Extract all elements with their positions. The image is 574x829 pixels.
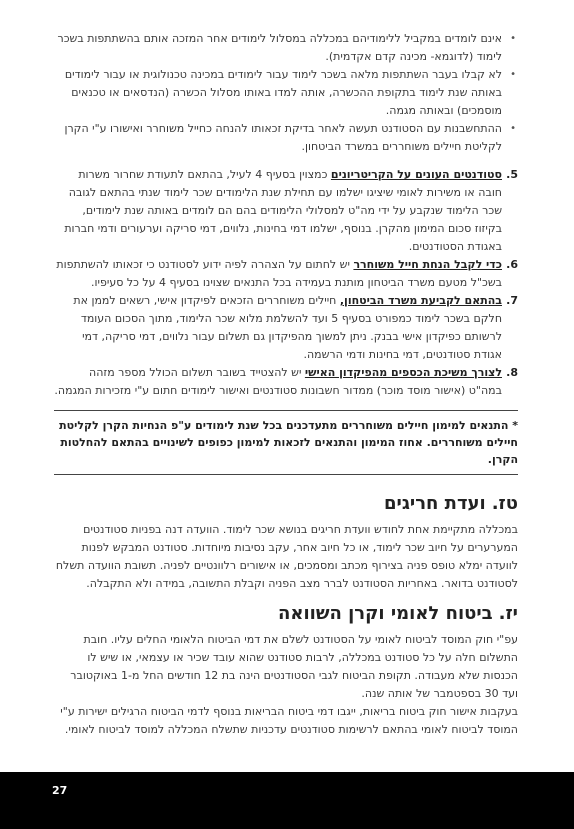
page-footer xyxy=(0,772,574,829)
item-number: 5. xyxy=(506,168,518,181)
section-paragraph: עפ"י חוק המוסד לביטוח לאומי על הסטודנט לשלם את דמי הביטוח הלאומי החלים עליו. חובת התשלום חלה על כל סטודנט במכללה, לרבות סטודנט שהוא עובד שכיר או עצמאי, או שיש לו הכנסות שלא מעבודה. תקופת הביטוח לגבי הסטודנטים הינה בת 12 חודשים החל מ-1 באוקטובר ועד 30 בספטמבר של אותה שנה. xyxy=(70,633,518,700)
item-lead: לצורך משיכת הכספים מהפיקדון האישי xyxy=(304,366,502,379)
item-number: 8. xyxy=(506,366,518,379)
numbered-list xyxy=(54,166,518,400)
section-index: יז. xyxy=(498,603,518,624)
numbered-item xyxy=(54,292,518,364)
page-content xyxy=(54,30,518,739)
section-title xyxy=(54,493,518,515)
item-text: יש לחתום על הצהרה לפיה ידוע לסטודנט כי זכאותו להשתתפות בשכ"ל מטעם משרד הביטחון מותנת בעמידה בכל התנאים שצוינו בסעיף 4 על כל סעיפיו. xyxy=(56,258,502,289)
numbered-item xyxy=(54,166,518,256)
item-lead: בהתאם לקביעת משרד הביטחון, xyxy=(339,294,502,307)
bullet-item: • אינם לומדים במקביל ללימודיהם במכללה במסלול לימודים אחר המזכה אותם בהשתתפות בשכר לימוד (לדוגמא- מכינה קדם אקדמית). xyxy=(54,30,518,66)
item-lead: סטודנטים העונים על הקריטריונים xyxy=(330,168,502,181)
page-number: 27 xyxy=(52,784,68,797)
item-text: חיילים משוחררים הזכאים לפיקדון אישי, רשאים לממן את חלקם בשכר לימוד כמפורט בסעיף 5 ועד להשלמת מלוא שכר הלימוד, מתוך הסכום העומד לרשותם כפיקדון אישי בבנק. ניתן למשוך מהפיקדון גם תשלום עבור נלווים, דמי סריקה, דמי אגודת סטודנטים, דמי בחינות ודמי הרשמה. xyxy=(73,294,502,361)
section-exceptions-committee xyxy=(54,493,518,593)
item-text: כמצוין בסעיף 4 לעיל, בהתאם לתעודת שחרור משרות חובה או משירות לאומי שיציגו ישלמו עם תחילת שנת הלימודים שכר לימוד שנתי בהתאם לגובה שכר הלימוד שנקבע על ידי מה"ט למסלולי הלימודים בהם הם לומדים באותה שנת לימודים, בקיזוז סכום המימון מהקרן. בנוסף, ישלמו דמי בחינות, נלווים, דמי סריקה וערעורים ודמי חברות באגודת הסטודנטים. xyxy=(64,168,502,253)
bullet-item: • לא קבלו בעבר השתתפות מלאה בשכר לימוד עבור לימודים במכינה טכנולוגית או עבור לימודים באותה שנת לימוד בתקופת ההכשרה, אותה למדו באותו מסלול הכשרה (הנדסאים או טכנאים מוסמכים) ובאותה מגמה. xyxy=(54,66,518,120)
section-paragraph: בעקבות אישור חוק ביטוח בריאות, ייגבו דמי ביטוח הבריאות בנוסף לדמי הביטוח הרגילים ישירות ע"י המוסד לביטוח לאומי בהתאם לרשימות סטודנטים עדכניות שתשלח המכללה למוסד לביטוח לאומי. xyxy=(60,705,518,736)
item-lead: כדי לקבל הנחת חייל משוחרר xyxy=(353,258,502,271)
numbered-item xyxy=(54,256,518,292)
funding-note: * התנאים למימון חיילים משוחררים מתעדכנים בכל שנת לימודים ע"פ הנחיות הקרן לקליטת חיילים משוחררים. אחוז המימון והתנאים לזכאות למימון כפופים לשינויים בהתאם להחלטות הקרן. xyxy=(54,410,518,475)
section-national-insurance xyxy=(54,603,518,739)
item-number: 6. xyxy=(506,258,518,271)
section-index: טז. xyxy=(491,493,518,514)
item-text: יש להצטייד בשובר תשלום הכולל מספר מזהה במה"ט (אישור מוסד מוכר) ממדור חשבונות סטודנטים ואישור לימודים חתום ע"י מזכירות המגמה. xyxy=(54,366,502,397)
numbered-item xyxy=(54,364,518,400)
section-paragraph: במכללה מתקיימת אחת לחודש וועדת חריגים בנושא שכר לימוד. הוועדה דנה בפניות סטודנטים המערערים על חיוב שכר לימוד, או כל חיוב אחר, עקב נסיבות מיוחדות. סטודנט המבקש לפנות לוועדה ימלא טופס פניה בצירוף מכתב ומסמכים, או אישורים רלוונטיים לפניה. תשובת הוועדה תשלח לסטודנט בדואר. באחריות הסטודנט לברר מצב הפניה וקבלת התשובה, במידה ולא התקבלה. xyxy=(55,523,518,590)
section-title xyxy=(54,603,518,625)
section-heading: ביטוח לאומי וקרן השוואה xyxy=(278,603,493,624)
section-heading: ועדת חריגים xyxy=(384,493,486,514)
bullet-list xyxy=(54,30,518,156)
item-number: 7. xyxy=(506,294,518,307)
bullet-item: • ההתחשבנות עם הסטודנט תעשה לאחר בדיקת זכאותו להנחה כחייל משוחרר ואישורו ע"י הקרן לקליטת חיילים משוחררים במשרד הביטחון. xyxy=(54,120,518,156)
